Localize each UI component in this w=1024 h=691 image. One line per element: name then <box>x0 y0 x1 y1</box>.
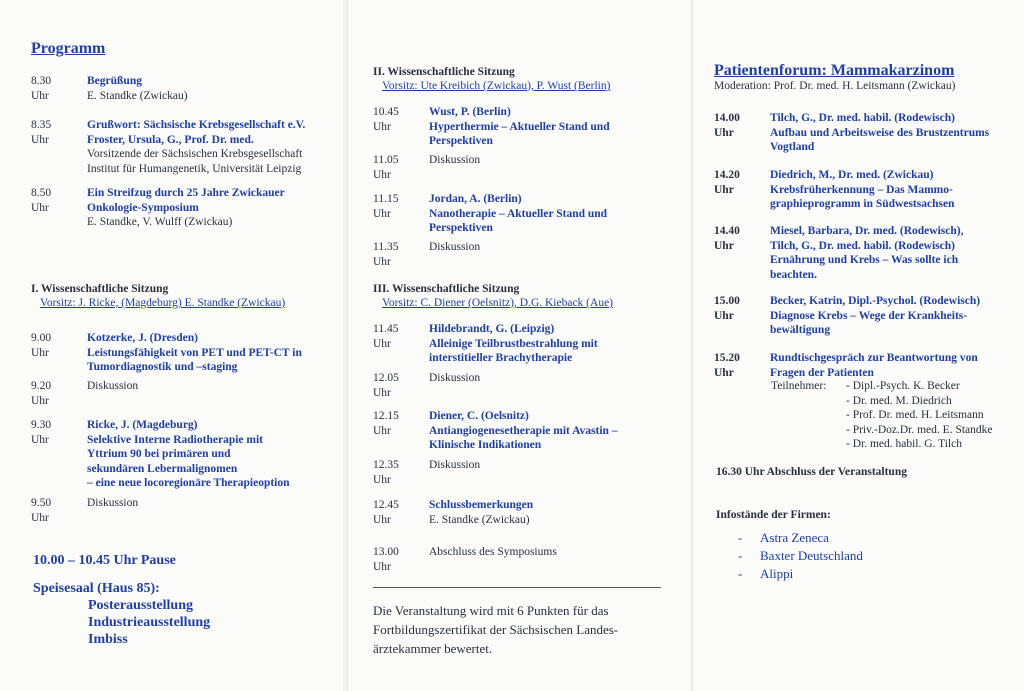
participants-list <box>846 379 993 452</box>
entry-title-line: Miesel, Barbara, Dr. med. (Rodewisch), <box>770 225 964 237</box>
entry-body <box>87 418 290 491</box>
entry-time: 8.30 Uhr <box>31 75 52 102</box>
entry-detail-line: Diskussion <box>429 154 481 166</box>
entry-body <box>429 322 598 366</box>
entry-title-line: Rundtischgespräch zur Beantwortung von <box>770 352 978 364</box>
participants-label: Teilnehmer: <box>771 380 827 392</box>
column-sessions <box>347 0 692 691</box>
speisesaal-item: Posterausstellung <box>88 598 193 613</box>
entry-title-line: Tilch, G., Dr. med. habil. (Rodewisch) <box>770 112 955 124</box>
entry-body <box>429 192 607 236</box>
entry-detail-line: Diskussion <box>87 380 139 392</box>
entry-body <box>429 458 480 473</box>
entry-time: 15.00 Uhr <box>714 295 740 322</box>
certificate-note <box>373 601 671 658</box>
entry-body <box>770 294 980 338</box>
entry-time: 8.35 Uhr <box>31 119 52 146</box>
entry-title-line: Wust, P. (Berlin) <box>429 106 511 118</box>
pause-line: 10.00 – 10.45 Uhr Pause <box>33 553 176 568</box>
entry-title-line: Ricke, J. (Magdeburg) <box>87 419 198 431</box>
session1-title: I. Wissenschaftliche Sitzung <box>31 283 169 295</box>
entry-body <box>429 409 618 453</box>
note-line: Die Veranstaltung wird mit 6 Punkten für das <box>373 603 609 618</box>
entry-body <box>429 545 557 560</box>
entry-title-line: Fragen der Patienten <box>770 366 874 379</box>
entry-title-line: Nanotherapie – Aktueller Stand und <box>429 207 608 220</box>
speisesaal-item: Imbiss <box>88 632 128 647</box>
entry-title-line: Selektive Interne Radiotherapie mit <box>87 433 263 446</box>
entry-title-line: – eine neue locoregionäre Therapieoption <box>87 477 290 489</box>
entry-time: 9.00 Uhr <box>31 332 52 359</box>
column-patientenforum <box>694 0 1024 691</box>
column-programm <box>0 0 343 691</box>
programm-title: Programm <box>31 40 106 57</box>
entry-title-line: interstitieller Brachytherapie <box>429 352 573 364</box>
session2-chair: Vorsitz: Ute Kreibich (Zwickau), P. Wust (Berlin) <box>382 80 611 92</box>
entry-time: 11.15 Uhr <box>373 193 399 220</box>
entry-time: 12.35 Uhr <box>373 459 399 486</box>
speisesaal-list <box>88 597 210 648</box>
session2-title: II. Wissenschaftliche Sitzung <box>373 66 515 78</box>
entry-title-line: Diener, C. (Oelsnitz) <box>429 410 529 422</box>
entry-detail-line: Diskussion <box>87 497 139 509</box>
company-item: - Baxter Deutschland <box>738 548 863 563</box>
entry-body <box>87 118 305 176</box>
patientenforum-title: Patientenforum: Mammakarzinom <box>714 62 955 79</box>
entry-detail-line: Diskussion <box>429 372 481 384</box>
entry-title-line: Diedrich, M., Dr. med. (Zwickau) <box>770 169 934 181</box>
participant: - Prof. Dr. med. H. Leitsmann <box>846 409 984 421</box>
entry-body <box>87 331 302 375</box>
session3-title: III. Wissenschaftliche Sitzung <box>373 283 520 295</box>
company-item: - Alippi <box>738 566 794 581</box>
entry-time: 9.30 Uhr <box>31 419 52 446</box>
entry-time: 11.05 Uhr <box>373 154 399 181</box>
entry-title-line: Diagnose Krebs – Wege der Krankheits- <box>770 309 968 322</box>
entry-body <box>429 105 610 149</box>
entry-title-line: beachten. <box>770 268 817 281</box>
moderation: Moderation: Prof. Dr. med. H. Leitsmann (Zwickau) <box>714 80 956 92</box>
entry-time: 9.20 Uhr <box>31 380 52 407</box>
entry-time: 9.50 Uhr <box>31 497 52 524</box>
entry-title-line: Ernährung und Krebs – Was sollte ich <box>770 254 959 266</box>
company-list <box>738 529 863 583</box>
entry-time: 13.00 Uhr <box>373 546 399 573</box>
entry-body <box>87 74 188 103</box>
entry-title-line: Tilch, G., Dr. med. habil. (Rodewisch) <box>770 239 955 252</box>
entry-title-line: Begrüßung <box>87 75 142 87</box>
note-line: ärztekammer bewertet. <box>373 641 493 656</box>
divider <box>373 587 661 588</box>
entry-time: 15.20 Uhr <box>714 352 740 379</box>
entry-body <box>87 186 285 230</box>
entry-time: 8.50 Uhr <box>31 187 52 214</box>
participant: - Dipl.-Psych. K. Becker <box>846 380 960 392</box>
entry-title-line: Ein Streifzug durch 25 Jahre Zwickauer <box>87 187 285 199</box>
entry-detail-line: Diskussion <box>429 459 481 471</box>
participant: - Dr. med. M. Diedrich <box>846 394 952 407</box>
entry-title-line: Hyperthermie – Aktueller Stand und <box>429 120 610 133</box>
entry-body <box>429 498 533 527</box>
entry-title-line: Onkologie-Symposium <box>87 201 199 214</box>
entry-title-line: graphieprogramm in Südwestsachsen <box>770 198 955 210</box>
entry-detail-line: Institut für Humangenetik, Universität Leipzig <box>87 162 302 175</box>
entry-time: 12.15 Uhr <box>373 410 399 437</box>
entry-time: 14.00 Uhr <box>714 112 740 139</box>
speisesaal-heading: Speisesaal (Haus 85): <box>33 581 160 596</box>
entry-title-line: Leistungsfähigkeit von PET und PET-CT in <box>87 346 302 359</box>
entry-time: 14.20 Uhr <box>714 169 740 196</box>
entry-body <box>87 496 138 511</box>
participant: - Priv.-Doz.Dr. med. E. Standke <box>846 423 993 436</box>
entry-title-line: bewältigung <box>770 324 831 336</box>
closing-line: 16.30 Uhr Abschluss der Veranstaltung <box>716 466 907 478</box>
entry-title-line: Jordan, A. (Berlin) <box>429 193 522 205</box>
entry-title-line: Froster, Ursula, G., Prof. Dr. med. <box>87 133 254 146</box>
entry-body <box>770 351 978 380</box>
entry-detail-line: Diskussion <box>429 241 481 253</box>
entry-time: 11.35 Uhr <box>373 241 399 268</box>
entry-detail-line: Abschluss des Symposiums <box>429 546 557 558</box>
entry-body <box>770 111 989 155</box>
entry-body <box>770 168 954 212</box>
entry-title-line: Schlussbemerkungen <box>429 499 534 511</box>
entry-title-line: Vogtland <box>770 141 815 153</box>
entry-title-line: Antiangiogenesetherapie mit Avastin – <box>429 424 618 437</box>
speisesaal-item: Industrieausstellung <box>88 615 211 630</box>
note-line: Fortbildungszertifikat der Sächsischen Landes- <box>373 622 619 637</box>
entry-body <box>429 153 480 168</box>
entry-title-line: Tumordiagnostik und –staging <box>87 361 238 373</box>
entry-title-line: Becker, Katrin, Dipl.-Psychol. (Rodewisch) <box>770 295 981 307</box>
entry-title-line: Klinische Indikationen <box>429 439 542 451</box>
entry-title-line: Grußwort: Sächsische Krebsgesellschaft e.V. <box>87 119 306 131</box>
entry-title-line: Kotzerke, J. (Dresden) <box>87 332 198 344</box>
entry-detail-line: E. Standke (Zwickau) <box>429 513 530 526</box>
company-item: - Astra Zeneca <box>738 530 829 545</box>
entry-title-line: Aufbau und Arbeitsweise des Brustzentrums <box>770 126 990 139</box>
entry-body <box>429 240 480 255</box>
entry-time: 14.40 Uhr <box>714 225 740 252</box>
entry-time: 10.45 Uhr <box>373 106 399 133</box>
entry-body <box>87 379 138 394</box>
entry-time: 11.45 Uhr <box>373 323 399 350</box>
entry-title-line: Perspektiven <box>429 222 493 234</box>
entry-title-line: Krebsfrüherkennung – Das Mammo- <box>770 183 953 196</box>
entry-time: 12.05 Uhr <box>373 372 399 399</box>
entry-title-line: sekundären Lebermalignomen <box>87 462 238 475</box>
entry-title-line: Alleinige Teilbrustbestrahlung mit <box>429 337 598 350</box>
session1-chair: Vorsitz: J. Ricke, (Magdeburg) E. Standke (Zwickau) <box>40 297 286 309</box>
entry-detail-line: Vorsitzende der Sächsischen Krebsgesellschaft <box>87 148 303 160</box>
entry-detail-line: E. Standke (Zwickau) <box>87 89 188 102</box>
session3-chair: Vorsitz: C. Diener (Oelsnitz), D.G. Kieback (Aue) <box>382 297 613 309</box>
participant: - Dr. med. habil. G. Tilch <box>846 438 962 450</box>
entry-title-line: Hildebrandt, G. (Leipzig) <box>429 323 555 335</box>
entry-body <box>770 224 963 282</box>
entry-body <box>429 371 480 386</box>
entry-time: 12.45 Uhr <box>373 499 399 526</box>
entry-title-line: Perspektiven <box>429 135 493 147</box>
entry-detail-line: E. Standke, V. Wulff (Zwickau) <box>87 216 233 228</box>
entry-title-line: Yttrium 90 bei primären und <box>87 448 231 460</box>
info-title: Infostände der Firmen: <box>716 509 831 521</box>
